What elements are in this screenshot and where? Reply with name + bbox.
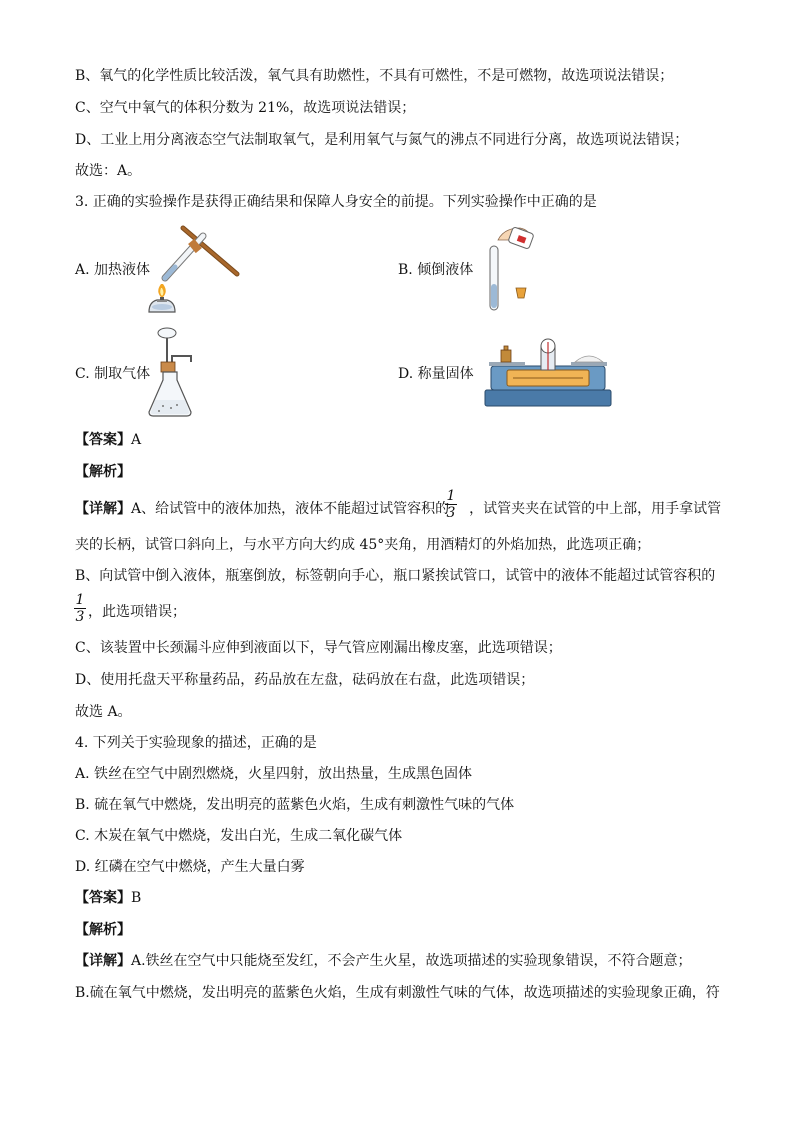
detail-line: 夹的长柄，试管口斜向上，与水平方向大约成 45°夹角，用酒精灯的外焰加热，此选项正确； — [75, 537, 651, 553]
fraction-numerator: 1 — [75, 592, 85, 608]
fraction-denominator: 3 — [446, 505, 456, 521]
text-line: B、氧气的化学性质比较活泼，氧气具有助燃性，不具有可燃性，不是可燃物，故选项说法错误； — [75, 68, 674, 84]
analysis-heading: 【解析】 — [75, 922, 131, 938]
detail-tag: 【详解】 — [75, 953, 131, 969]
answer-tag: 【答案】 — [75, 890, 131, 906]
detail-text: A、给试管中的液体加热，液体不能超过试管容积的 — [131, 501, 450, 517]
question-4-option-b: B. 硫在氧气中燃烧，发出明亮的蓝紫色火焰，生成有刺激性气味的气体 — [75, 797, 515, 813]
pouring-liquid-illustration — [480, 222, 540, 314]
text-line: D、工业上用分离液态空气法制取氧气，是利用氧气与氮气的沸点不同进行分离，故选项说法错误； — [75, 132, 689, 148]
detail-line: D、使用托盘天平称量药品，药品放在左盘，砝码放在右盘，此选项错误； — [75, 672, 535, 688]
fraction-numerator: 1 — [446, 488, 456, 504]
answer-tag: 【答案】 — [75, 432, 131, 448]
text-line: C、空气中氧气的体积分数为 21%，故选项说法错误； — [75, 100, 416, 116]
gas-generation-illustration — [145, 326, 200, 418]
fraction-one-third — [444, 488, 458, 521]
option-b-label: B. 倾倒液体 — [398, 262, 474, 278]
question-3: 3. 正确的实验操作是获得正确结果和保障人身安全的前提。下列实验操作中正确的是 — [75, 194, 597, 210]
answer-label — [75, 888, 141, 908]
detail-line: 故选 A。 — [75, 704, 132, 720]
answer-value: A — [131, 432, 142, 448]
fraction-one-third — [73, 592, 87, 625]
heating-liquid-illustration — [145, 222, 245, 314]
detail-line: B、向试管中倒入液体，瓶塞倒放，标签朝向手心，瓶口紧挨试管口，试管中的液体不能超过试管容积的 — [75, 568, 716, 584]
answer-value: B — [131, 890, 142, 906]
detail-line — [75, 951, 692, 971]
question-4-option-c: C. 木炭在氧气中燃烧，发出白光，生成二氧化碳气体 — [75, 828, 403, 844]
balance-scale-illustration — [483, 336, 613, 408]
question-4-option-d: D. 红磷在空气中燃烧，产生大量白雾 — [75, 859, 305, 875]
option-a-label: A. 加热液体 — [75, 262, 151, 278]
text-line: 故选：A。 — [75, 163, 142, 179]
answer-label — [75, 430, 141, 450]
fraction-denominator: 3 — [75, 609, 85, 625]
detail-line: C、该装置中长颈漏斗应伸到液面以下，导气管应刚漏出橡皮塞，此选项错误； — [75, 640, 562, 656]
detail-tag: 【详解】 — [75, 501, 131, 517]
analysis-heading: 【解析】 — [75, 464, 131, 480]
question-4: 4. 下列关于实验现象的描述，正确的是 — [75, 735, 317, 751]
option-d-label: D. 称量固体 — [398, 366, 474, 382]
detail-text: ，试管夹夹在试管的中上部，用手拿试管 — [469, 501, 722, 517]
detail-text: A.铁丝在空气中只能烧至发红，不会产生火星，故选项描述的实验现象错误，不符合题意； — [131, 953, 692, 969]
detail-line — [75, 499, 721, 519]
detail-line: ，此选项错误； — [88, 604, 186, 620]
option-c-label: C. 制取气体 — [75, 366, 151, 382]
detail-line: B.硫在氧气中燃烧，发出明亮的蓝紫色火焰，生成有刺激性气味的气体，故选项描述的实验现象正确，符 — [75, 985, 720, 1001]
question-4-option-a: A. 铁丝在空气中剧烈燃烧，火星四射，放出热量，生成黑色固体 — [75, 766, 473, 782]
